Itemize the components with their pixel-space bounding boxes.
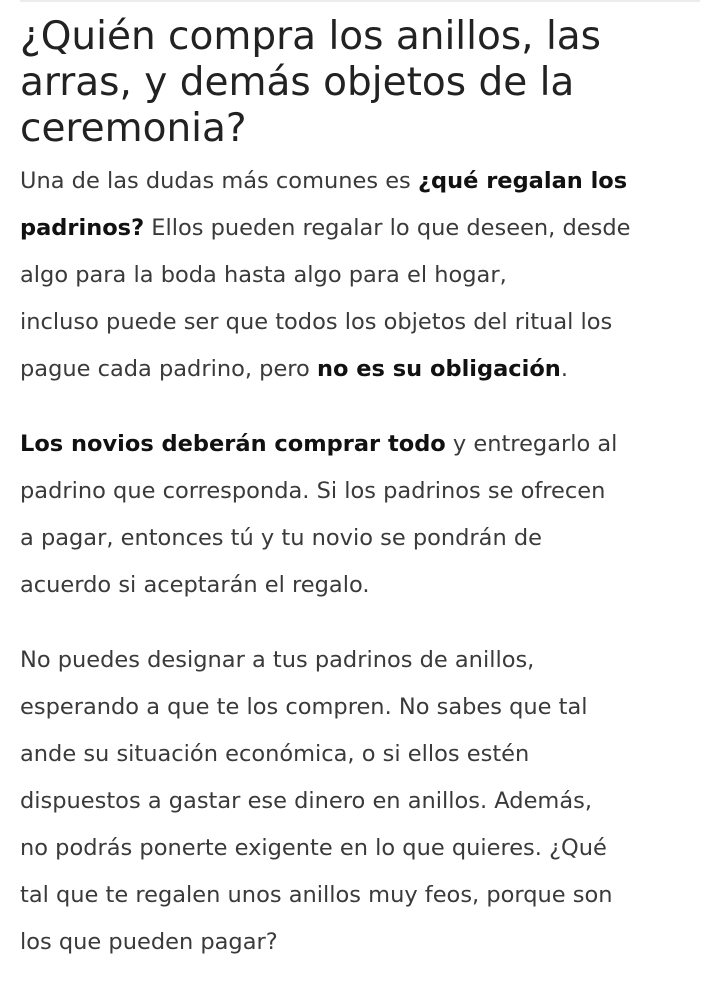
article-title bbox=[20, 14, 706, 152]
bold-text: no es su obligación bbox=[316, 356, 561, 382]
text-run: pague cada padrino, pero bbox=[20, 356, 317, 382]
paragraph-line: incluso puede ser que todos los objetos del ritual los bbox=[20, 309, 613, 335]
paragraph-line: no podrás ponerte exigente en lo que quieres. ¿Qué bbox=[20, 835, 607, 861]
paragraph-line: tal que te regalen unos anillos muy feos, porque son bbox=[20, 882, 613, 908]
paragraph-line bbox=[20, 346, 706, 393]
bold-text: padrinos? bbox=[20, 215, 145, 241]
title-line: ¿Quién compra los anillos, las bbox=[20, 14, 602, 59]
paragraph-line bbox=[20, 205, 706, 252]
paragraph-line: acuerdo si aceptarán el regalo. bbox=[20, 572, 370, 598]
paragraph-novios-compran bbox=[20, 421, 706, 609]
bold-text: Los novios deberán comprar todo bbox=[20, 431, 446, 457]
article-body bbox=[20, 14, 706, 994]
text-run: y entregarlo al bbox=[445, 431, 618, 457]
paragraph-line: No puedes designar a tus padrinos de anillos, bbox=[20, 647, 535, 673]
paragraph-line: ande su situación económica, o si ellos estén bbox=[20, 741, 530, 767]
paragraph-line: dispuestos a gastar ese dinero en anillos. Además, bbox=[20, 788, 592, 814]
paragraph-padrinos-regalos bbox=[20, 158, 706, 393]
paragraph-line bbox=[20, 158, 706, 205]
bold-text: ¿qué regalan los bbox=[417, 168, 628, 194]
paragraph-line: a pagar, entonces tú y tu novio se pondrán de bbox=[20, 525, 543, 551]
paragraph-line: esperando a que te los compren. No sabes que tal bbox=[20, 694, 588, 720]
title-line: ceremonia? bbox=[20, 106, 247, 151]
title-line: arras, y demás objetos de la bbox=[20, 60, 575, 105]
text-run: Una de las dudas más comunes es bbox=[20, 168, 418, 194]
paragraph-line: los que pueden pagar? bbox=[20, 929, 278, 955]
text-run: . bbox=[560, 356, 568, 382]
paragraph-line: algo para la boda hasta algo para el hogar, bbox=[20, 262, 507, 288]
paragraph-padrinos-anillos bbox=[20, 637, 706, 966]
text-run: Ellos pueden regalar lo que deseen, desde bbox=[144, 215, 631, 241]
top-divider bbox=[20, 0, 700, 2]
paragraph-line bbox=[20, 421, 706, 468]
paragraph-line: padrino que corresponda. Si los padrinos se ofrecen bbox=[20, 478, 606, 504]
